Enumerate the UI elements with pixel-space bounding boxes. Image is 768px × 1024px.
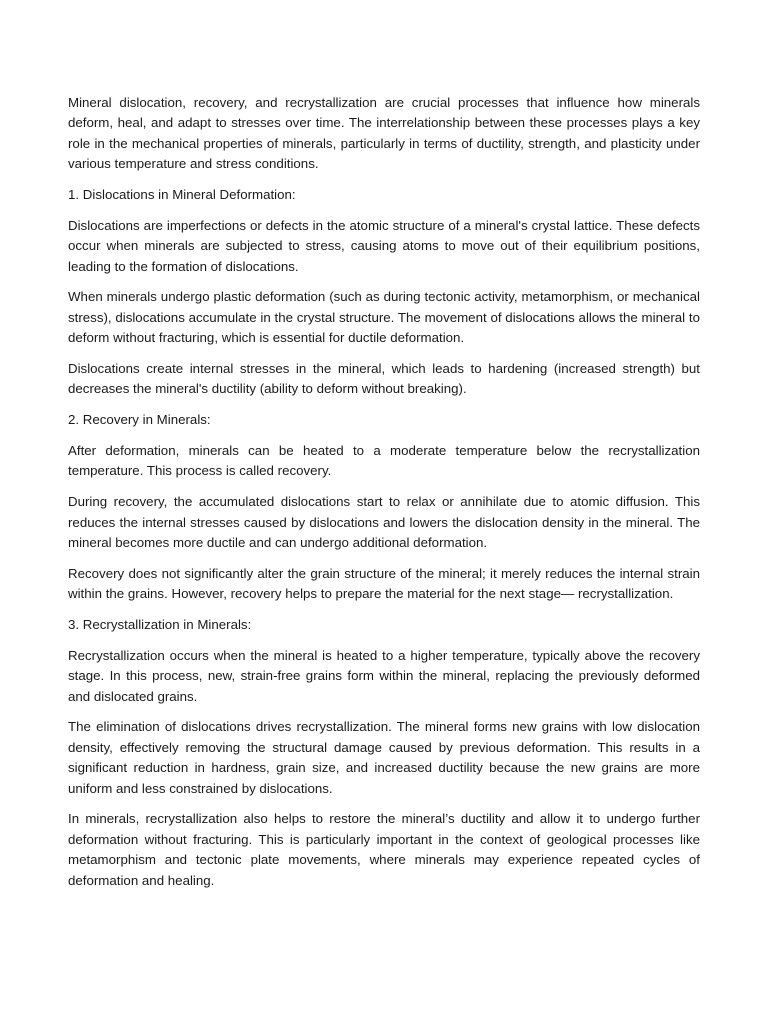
paragraph: In minerals, recrystallization also helps to restore the mineral’s ductility and allow it to undergo further deformation without fracturing. This is particularly important in the context of geological processes like metamorphism and tectonic plate movements, where minerals may experience repeated cycles of deformation and healing. [68,811,700,888]
paragraph: Dislocations are imperfections or defects in the atomic structure of a mineral's crystal lattice. These defects occur when minerals are subjected to stress, causing atoms to move out of their equilibrium positions, leading to the formation of dislocations. [68,217,700,274]
paragraph: After deformation, minerals can be heated to a moderate temperature below the recrystallization temperature. This process is called recovery. [68,443,700,479]
paragraph: When minerals undergo plastic deformation (such as during tectonic activity, metamorphism, or mechanical stress), dislocations accumulate in the crystal structure. The movement of dislocations allows the mineral to deform without fracturing, which is essential for ductile deformation. [68,289,700,346]
paragraph: The elimination of dislocations drives recrystallization. The mineral forms new grains with low dislocation density, effectively removing the structural damage caused by previous deformation. This results in a significant reduction in hardness, grain size, and increased ductility because the new grains are more uniform and less constrained by dislocations. [68,719,700,796]
paragraph: During recovery, the accumulated dislocations start to relax or annihilate due to atomic diffusion. This reduces the internal stresses caused by dislocations and lowers the dislocation density in the mineral. The mineral becomes more ductile and can undergo additional deformation. [68,494,700,551]
section-heading-dislocations: 1. Dislocations in Mineral Deformation: [68,187,296,203]
paragraph: Dislocations create internal stresses in the mineral, which leads to hardening (increased strength) but decreases the mineral's ductility (ability to deform without breaking). [68,361,700,397]
intro-paragraph: Mineral dislocation, recovery, and recrystallization are crucial processes that influence how minerals deform, heal, and adapt to stresses over time. The interrelationship between these processes plays a key role in the mechanical properties of minerals, particularly in terms of ductility, strength, and plasticity under various temperature and stress conditions. [68,95,700,172]
document-body [68,93,700,901]
section-heading-recrystallization: 3. Recrystallization in Minerals: [68,617,252,633]
paragraph: Recovery does not significantly alter the grain structure of the mineral; it merely reduces the internal strain within the grains. However, recovery helps to prepare the material for the next stage— recrystallization. [68,565,700,602]
section-heading-recovery: 2. Recovery in Minerals: [68,412,211,428]
paragraph: Recrystallization occurs when the mineral is heated to a higher temperature, typically above the recovery stage. In this process, new, strain-free grains form within the mineral, replacing the previously deformed and dislocated grains. [68,647,700,704]
